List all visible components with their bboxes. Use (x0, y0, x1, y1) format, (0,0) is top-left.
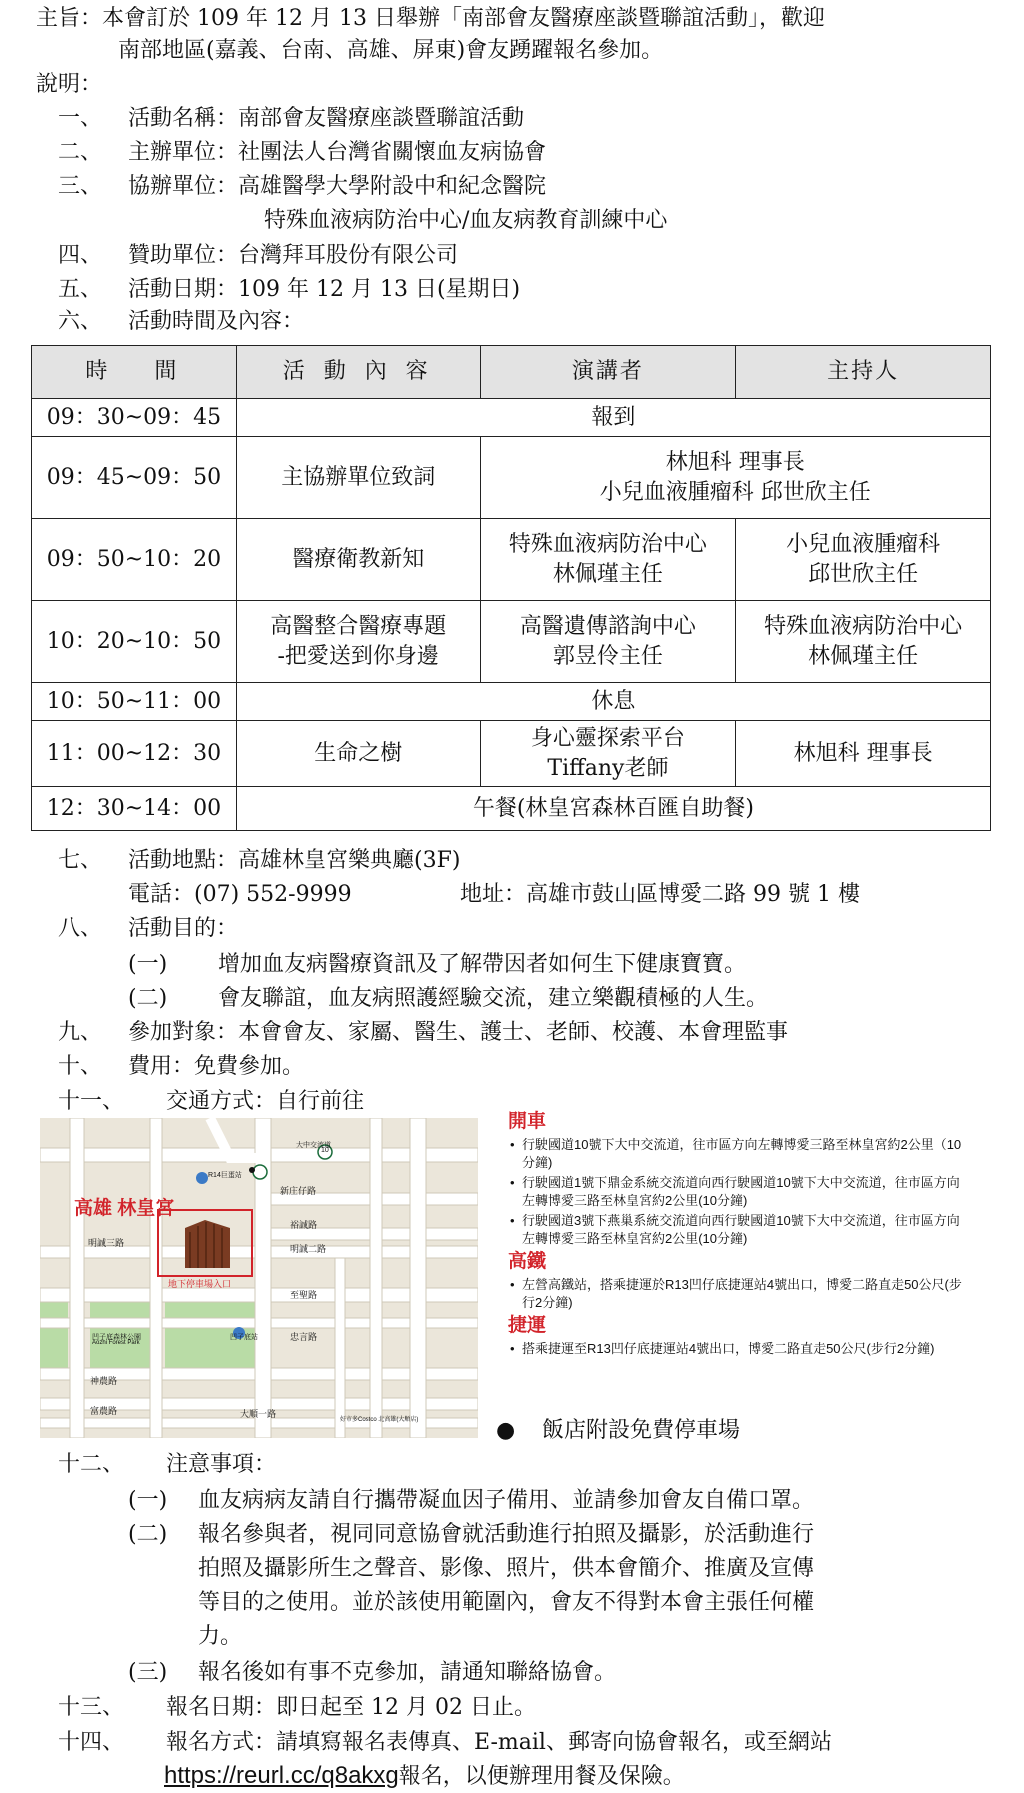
car-item-3: • 行駛國道3號下燕巢系統交流道向西行駛國道10號下大中交流道，往市區方向左轉博愛三路至林皇宮約2公里(10分鐘) (508, 1212, 968, 1248)
map-graphic (40, 1118, 478, 1438)
item-12-text: 注意事項： (166, 1452, 277, 1477)
host-cell (736, 519, 991, 601)
item-3-text: 協辦單位：高雄醫學大學附設中和紀念醫院 (128, 174, 547, 199)
item-6-text: 活動時間及內容： (128, 309, 305, 334)
map-poi-r13: 凹子底站 (230, 1334, 258, 1341)
item-13-text: 報名日期：即日起至 12 月 02 日止。 (166, 1695, 536, 1720)
item-6-num: 六、 (58, 309, 103, 334)
item-10-num: 十、 (58, 1054, 103, 1079)
item-11-text: 交通方式：自行前往 (166, 1089, 365, 1114)
item-1-text: 活動名稱：南部會友醫療座談暨聯誼活動 (128, 106, 525, 131)
map-parking-entrance: 地下停車場入口 (168, 1279, 232, 1289)
mrt-title: 捷運 (508, 1315, 547, 1336)
item-14-text: 報名方式：請填寫報名表傳真、E-mail、郵寄向協會報名，或至網站 (166, 1730, 832, 1755)
time-cell: 12：30~14：00 (32, 787, 237, 831)
item-7-text: 活動地點：高雄林皇宮樂典廳(3F) (128, 848, 461, 873)
content-cell: 生命之樹 (236, 721, 480, 787)
merged-cell: 午餐(林皇宮森林百匯自助餐) (236, 787, 990, 831)
table-row (32, 437, 991, 519)
speaker-cell (480, 601, 736, 683)
merged-cell: 休息 (236, 683, 990, 721)
speaker-cell (480, 519, 736, 601)
header-time: 時 間 (32, 346, 237, 399)
speaker-host-cell (480, 437, 990, 519)
item-14-num: 十四、 (58, 1730, 125, 1755)
map-highway: 10 (321, 1147, 329, 1154)
car-item-1: • 行駛國道10號下大中交流道，往市區方向左轉博愛三路至林皇宮約2公里（10分鐘) (508, 1136, 968, 1172)
item-1-num: 一、 (58, 106, 103, 131)
item-3-text-2: 特殊血液病防治中心/血友病教育訓練中心 (264, 208, 668, 233)
table-row (32, 683, 991, 721)
schedule-table (31, 345, 991, 831)
map-road-shenjing: 神農路 (90, 1376, 118, 1386)
notice-2-line-1: 報名參與者，視同同意協會就活動進行拍照及攝影，於活動進行 (198, 1522, 815, 1547)
signup-line (164, 1761, 685, 1792)
item-8-sub-1-num: (一) (128, 952, 168, 977)
table-row (32, 787, 991, 831)
speaker-line-1: 高醫遺傳諮詢中心 (519, 613, 696, 639)
item-8-text: 活動目的： (128, 916, 239, 941)
host-line-1: 特殊血液病防治中心 (764, 613, 963, 639)
item-8-num: 八、 (58, 916, 103, 941)
host-line-2: 林佩瑾主任 (808, 643, 919, 669)
notice-1: 血友病病友請自行攜帶凝血因子備用、並請參加會友自備口罩。 (198, 1488, 815, 1513)
host-cell (736, 601, 991, 683)
item-8-sub-1: 增加血友病醫療資訊及了解帶因者如何生下健康寶寶。 (218, 952, 747, 977)
content-cell: 醫療衛教新知 (236, 519, 480, 601)
item-5-text: 活動日期：109 年 12 月 13 日(星期日) (128, 277, 521, 302)
content-cell: 主協辦單位致詞 (236, 437, 480, 519)
table-row (32, 601, 991, 683)
item-8-sub-2-num: (二) (128, 986, 168, 1011)
map-road-mingcheng-2: 明誠二路 (290, 1244, 327, 1254)
item-11-num: 十一、 (58, 1089, 125, 1114)
content-cell (236, 601, 480, 683)
item-13-num: 十三、 (58, 1695, 125, 1720)
item-4-text: 贊助單位：台灣拜耳股份有限公司 (128, 243, 459, 268)
content-line-2: -把愛送到你身邊 (277, 643, 439, 669)
map-road-yuncheng: 裕誠路 (290, 1220, 318, 1230)
speaker-line-1: 身心靈探索平台 (530, 725, 685, 751)
hsr-title: 高鐵 (508, 1251, 547, 1272)
map-credit: 好市多Costco 北高雄(大順店) (340, 1417, 419, 1423)
item-2-num: 二、 (58, 140, 103, 165)
item-5-num: 五、 (58, 277, 103, 302)
table-row (32, 721, 991, 787)
map-road-zhisheng: 至聖路 (290, 1290, 318, 1300)
map-title: 高雄 林皇宮 (74, 1198, 175, 1219)
item-7-address: 地址：高雄市鼓山區博愛二路 99 號 1 樓 (460, 882, 860, 907)
notice-2-line-4: 力。 (198, 1624, 243, 1649)
time-cell: 09：50~10：20 (32, 519, 237, 601)
car-item-2: • 行駛國道1號下鼎金系統交流道向西行駛國道10號下大中交流道，往市區方向左轉博愛三路至林皇宮約2公里(10分鐘) (508, 1174, 968, 1210)
map-poi-r14: R14巨蛋站 (208, 1172, 242, 1179)
notice-2-line-3: 等目的之使用。並於該使用範圍內，會友不得對本會主張任何權 (198, 1590, 815, 1615)
speaker-line-2: Tiffany老師 (547, 755, 669, 781)
parking-bullet-icon: ● (496, 1418, 516, 1443)
host-line-2: 邱世欣主任 (808, 561, 919, 587)
table-row (32, 519, 991, 601)
speaker-line-2: 小兒血液腫瘤科 邱世欣主任 (599, 479, 871, 505)
notice-2-num: (二) (128, 1522, 168, 1547)
map-road-zhongzhen: 忠言路 (290, 1332, 318, 1342)
mrt-item-1: • 搭乘捷運至R13凹仔底捷運站4號出口，博愛二路直走50公尺(步行2分鐘) (508, 1340, 968, 1358)
table-row (32, 399, 991, 437)
parking-note: 飯店附設免費停車場 (542, 1418, 741, 1443)
map-road-mingcheng-3: 明誠三路 (88, 1238, 125, 1248)
item-10-text: 費用：免費參加。 (128, 1054, 305, 1079)
item-9-text: 參加對象：本會會友、家屬、醫生、護士、老師、校護、本會理監事 (128, 1020, 789, 1045)
time-cell: 09：45~09：50 (32, 437, 237, 519)
notice-3: 報名後如有事不克參加，請通知聯絡協會。 (198, 1660, 617, 1685)
header-content: 活 動 內 容 (236, 346, 480, 399)
signup-tail: 報名，以便辦理用餐及保險。 (398, 1764, 685, 1789)
map-poi-aozi: 凹子底森林公園 (92, 1334, 141, 1341)
item-7-phone: 電話：(07) 552-9999 (128, 882, 352, 907)
signup-link[interactable]: https://reurl.cc/q8akxg (164, 1762, 399, 1789)
host-cell: 林旭科 理事長 (736, 721, 991, 787)
item-3-num: 三、 (58, 174, 103, 199)
item-2-text: 主辦單位：社團法人台灣省關懷血友病協會 (128, 140, 547, 165)
map-road-dashun: 大順一路 (240, 1409, 277, 1419)
map-poi-park-label: Aozhi Forest Park (92, 1340, 140, 1346)
notice-2-line-2: 拍照及攝影所生之聲音、影像、照片，供本會簡介、推廣及宣傳 (198, 1556, 815, 1581)
time-cell: 11：00~12：30 (32, 721, 237, 787)
transport-directions (508, 1110, 968, 1360)
item-9-num: 九、 (58, 1020, 103, 1045)
speaker-line-1: 特殊血液病防治中心 (508, 531, 707, 557)
map-road-xinzhuang: 新庄仔路 (280, 1186, 317, 1196)
item-7-num: 七、 (58, 848, 103, 873)
merged-cell: 報到 (236, 399, 990, 437)
table-header-row (32, 346, 991, 399)
speaker-line-2: 郭昱伶主任 (552, 643, 663, 669)
host-line-1: 小兒血液腫瘤科 (786, 531, 941, 557)
car-title: 開車 (508, 1111, 547, 1132)
time-cell: 09：30~09：45 (32, 399, 237, 437)
map-poi-dazhong: 大中交流道 (296, 1142, 331, 1149)
explain-label: 說明： (36, 72, 103, 97)
purpose-line-1: 主旨：本會訂於 109 年 12 月 13 日舉辦「南部會友醫療座談暨聯誼活動」，歡迎 (36, 6, 825, 31)
speaker-cell (480, 721, 736, 787)
item-8-sub-2: 會友聯誼，血友病照護經驗交流，建立樂觀積極的人生。 (218, 986, 769, 1011)
speaker-line-1: 林旭科 理事長 (665, 449, 805, 475)
hsr-item-1: • 左營高鐵站，搭乘捷運於R13凹仔底捷運站4號出口，博愛二路直走50公尺(步行2分鐘) (508, 1276, 968, 1312)
notice-1-num: (一) (128, 1488, 168, 1513)
content-line-1: 高醫整合醫療專題 (270, 613, 447, 639)
header-host: 主持人 (736, 346, 991, 399)
speaker-line-2: 林佩瑾主任 (552, 561, 663, 587)
notice-3-num: (三) (128, 1660, 168, 1685)
time-cell: 10：50~11：00 (32, 683, 237, 721)
item-4-num: 四、 (58, 243, 103, 268)
item-12-num: 十二、 (58, 1452, 125, 1477)
map-road-fumei: 富農路 (90, 1406, 118, 1416)
purpose-line-2: 南部地區(嘉義、台南、高雄、屏東)會友踴躍報名參加。 (118, 38, 664, 63)
time-cell: 10：20~10：50 (32, 601, 237, 683)
header-speaker: 演講者 (480, 346, 736, 399)
location-map (40, 1118, 478, 1438)
